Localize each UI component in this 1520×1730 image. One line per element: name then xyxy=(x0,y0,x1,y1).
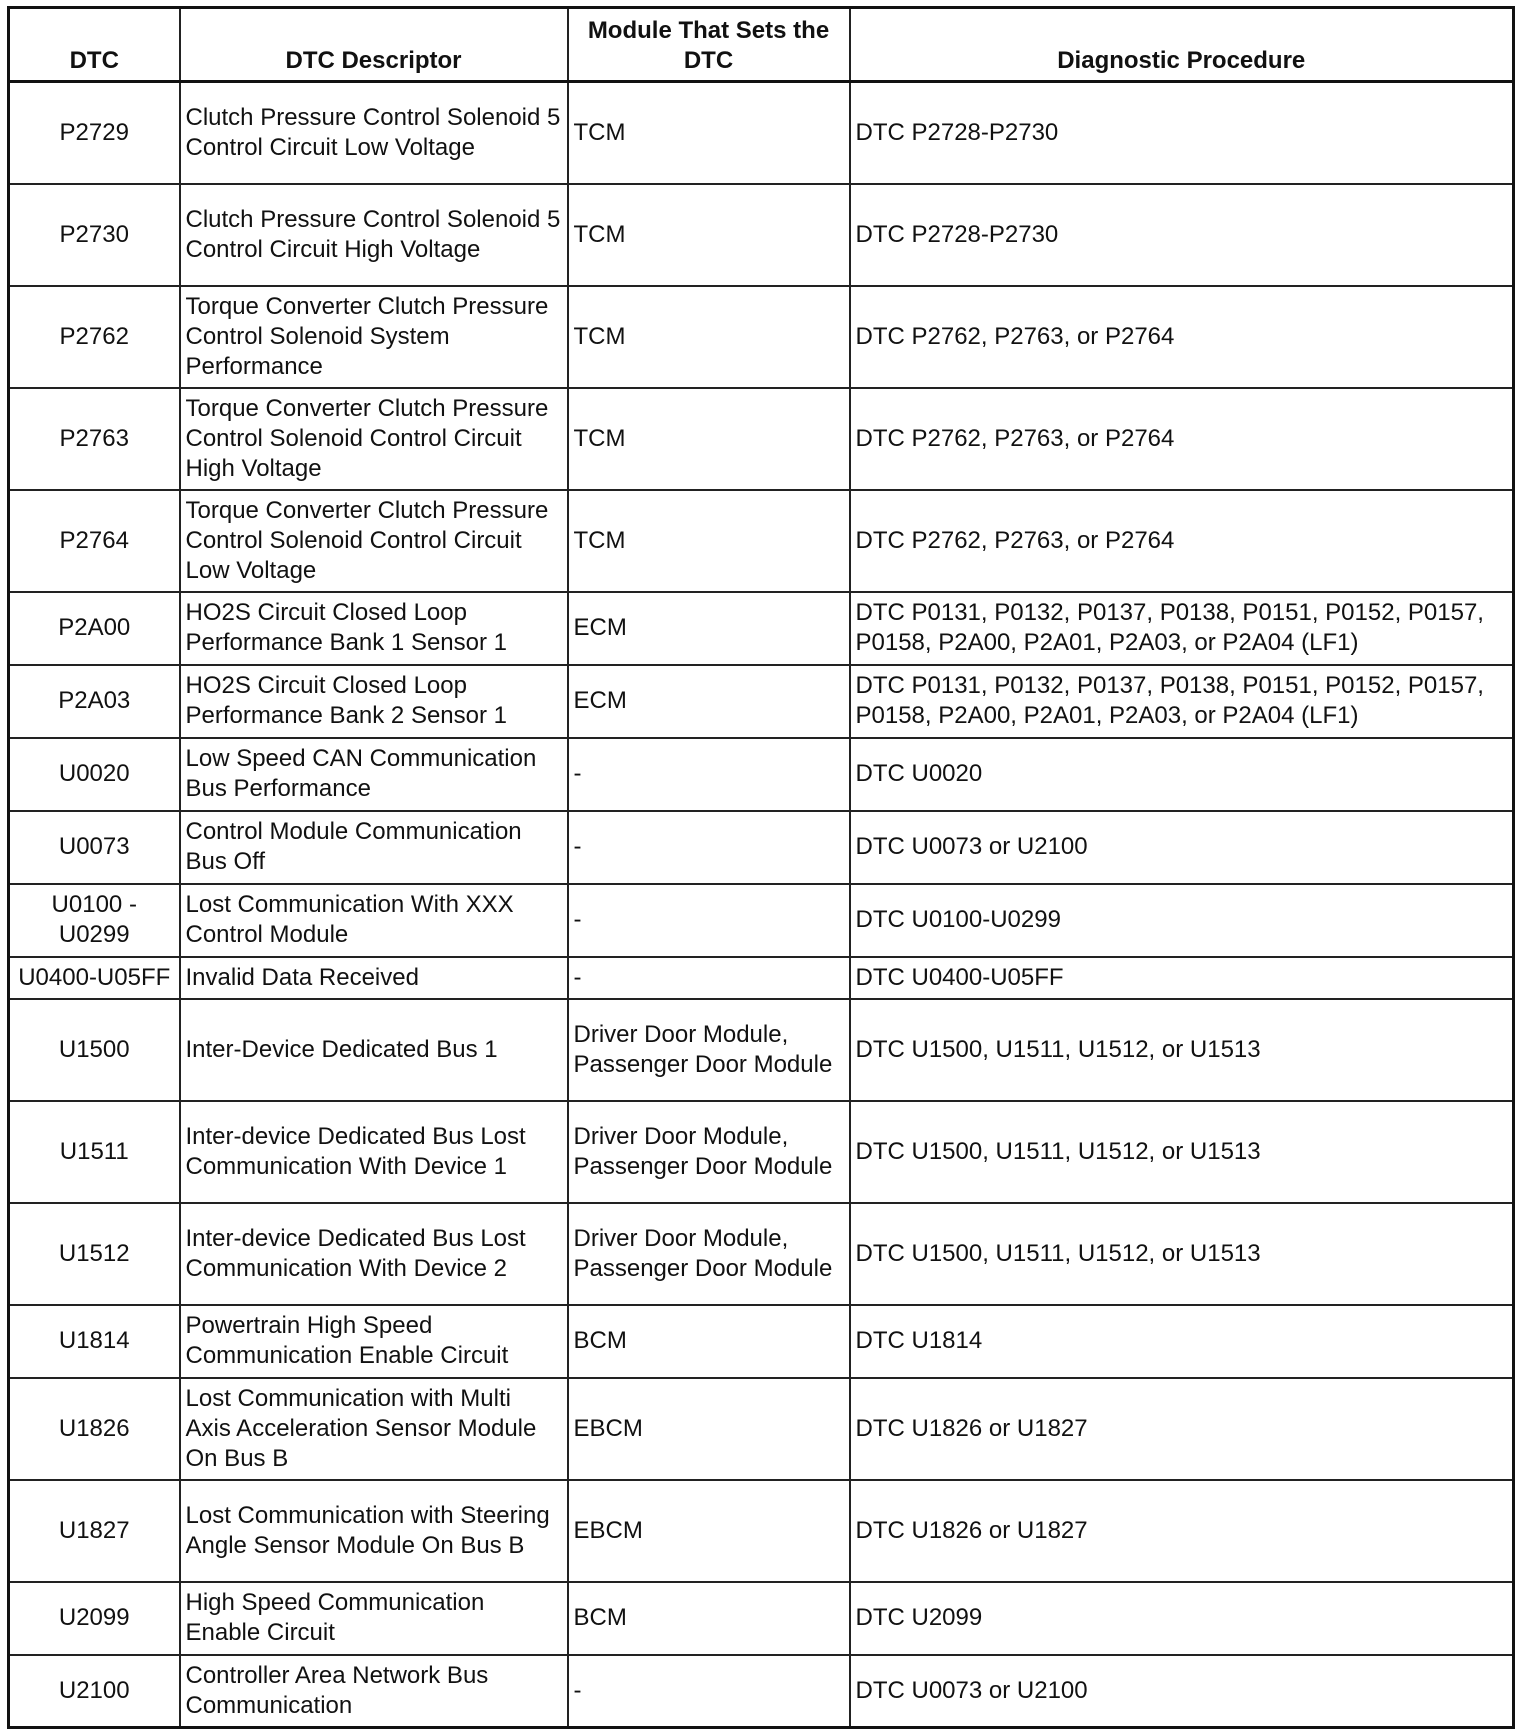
table-row xyxy=(9,184,1514,286)
dtc-module: TCM xyxy=(568,388,850,490)
dtc-procedure: DTC U1826 or U1827 xyxy=(850,1480,1514,1582)
dtc-procedure: DTC U1826 or U1827 xyxy=(850,1378,1514,1480)
dtc-module: Driver Door Module, Passenger Door Module xyxy=(568,999,850,1101)
dtc-descriptor: Powertrain High Speed Communication Enable Circuit xyxy=(180,1305,568,1378)
dtc-descriptor: Inter-Device Dedicated Bus 1 xyxy=(180,999,568,1101)
dtc-code: U1500 xyxy=(9,999,180,1101)
table-row xyxy=(9,999,1514,1101)
dtc-procedure: DTC U0100-U0299 xyxy=(850,884,1514,957)
dtc-descriptor: High Speed Communication Enable Circuit xyxy=(180,1582,568,1655)
dtc-code: P2A00 xyxy=(9,592,180,665)
table-row xyxy=(9,1378,1514,1480)
dtc-descriptor: Torque Converter Clutch Pressure Control Solenoid Control Circuit Low Voltage xyxy=(180,490,568,592)
dtc-module: - xyxy=(568,1655,850,1728)
dtc-procedure: DTC U0020 xyxy=(850,738,1514,811)
dtc-table xyxy=(7,6,1515,1729)
table-row xyxy=(9,738,1514,811)
dtc-descriptor: Control Module Communication Bus Off xyxy=(180,811,568,884)
dtc-module: ECM xyxy=(568,665,850,738)
dtc-procedure: DTC U1500, U1511, U1512, or U1513 xyxy=(850,999,1514,1101)
dtc-code: U1827 xyxy=(9,1480,180,1582)
table-row xyxy=(9,811,1514,884)
dtc-descriptor: HO2S Circuit Closed Loop Performance Bank 1 Sensor 1 xyxy=(180,592,568,665)
dtc-code: P2729 xyxy=(9,82,180,184)
table-row xyxy=(9,82,1514,184)
dtc-module: Driver Door Module, Passenger Door Module xyxy=(568,1101,850,1203)
dtc-module: Driver Door Module, Passenger Door Module xyxy=(568,1203,850,1305)
dtc-procedure: DTC P2728-P2730 xyxy=(850,82,1514,184)
table-row xyxy=(9,665,1514,738)
dtc-code: U1814 xyxy=(9,1305,180,1378)
header-diagnostic-procedure: Diagnostic Procedure xyxy=(850,8,1514,82)
dtc-descriptor: Torque Converter Clutch Pressure Control Solenoid Control Circuit High Voltage xyxy=(180,388,568,490)
table-row xyxy=(9,490,1514,592)
dtc-descriptor: Low Speed CAN Communication Bus Performance xyxy=(180,738,568,811)
dtc-module: EBCM xyxy=(568,1378,850,1480)
dtc-module: - xyxy=(568,957,850,999)
dtc-module: - xyxy=(568,811,850,884)
dtc-procedure: DTC U0073 or U2100 xyxy=(850,811,1514,884)
table-row xyxy=(9,1655,1514,1728)
dtc-descriptor: Invalid Data Received xyxy=(180,957,568,999)
dtc-procedure: DTC P2762, P2763, or P2764 xyxy=(850,490,1514,592)
table-row xyxy=(9,388,1514,490)
dtc-module: TCM xyxy=(568,184,850,286)
dtc-descriptor: Clutch Pressure Control Solenoid 5 Control Circuit Low Voltage xyxy=(180,82,568,184)
dtc-procedure: DTC P0131, P0132, P0137, P0138, P0151, P0152, P0157, P0158, P2A00, P2A01, P2A03, or P2A04 (LF1) xyxy=(850,592,1514,665)
dtc-module: - xyxy=(568,738,850,811)
header-dtc: DTC xyxy=(9,8,180,82)
dtc-procedure: DTC U1814 xyxy=(850,1305,1514,1378)
dtc-descriptor: Inter-device Dedicated Bus Lost Communication With Device 2 xyxy=(180,1203,568,1305)
table-header-row xyxy=(9,8,1514,82)
dtc-code: U1826 xyxy=(9,1378,180,1480)
dtc-descriptor: HO2S Circuit Closed Loop Performance Bank 2 Sensor 1 xyxy=(180,665,568,738)
dtc-descriptor: Controller Area Network Bus Communication xyxy=(180,1655,568,1728)
dtc-module: - xyxy=(568,884,850,957)
dtc-code: U0073 xyxy=(9,811,180,884)
dtc-code: P2763 xyxy=(9,388,180,490)
header-dtc-descriptor: DTC Descriptor xyxy=(180,8,568,82)
table-row xyxy=(9,957,1514,999)
dtc-module: TCM xyxy=(568,82,850,184)
dtc-code: P2764 xyxy=(9,490,180,592)
dtc-code: U1511 xyxy=(9,1101,180,1203)
table-row xyxy=(9,884,1514,957)
dtc-procedure: DTC P0131, P0132, P0137, P0138, P0151, P0152, P0157, P0158, P2A00, P2A01, P2A03, or P2A04 (LF1) xyxy=(850,665,1514,738)
table-row xyxy=(9,1582,1514,1655)
dtc-code: U2099 xyxy=(9,1582,180,1655)
dtc-procedure: DTC U0073 or U2100 xyxy=(850,1655,1514,1728)
dtc-code: P2762 xyxy=(9,286,180,388)
dtc-code: U0400-U05FF xyxy=(9,957,180,999)
dtc-module: BCM xyxy=(568,1305,850,1378)
dtc-procedure: DTC U1500, U1511, U1512, or U1513 xyxy=(850,1101,1514,1203)
dtc-module: EBCM xyxy=(568,1480,850,1582)
dtc-code: U2100 xyxy=(9,1655,180,1728)
dtc-module: TCM xyxy=(568,490,850,592)
table-row xyxy=(9,1203,1514,1305)
dtc-procedure: DTC P2762, P2763, or P2764 xyxy=(850,388,1514,490)
table-row xyxy=(9,286,1514,388)
header-module: Module That Sets the DTC xyxy=(568,8,850,82)
dtc-module: TCM xyxy=(568,286,850,388)
dtc-procedure: DTC P2762, P2763, or P2764 xyxy=(850,286,1514,388)
dtc-module: ECM xyxy=(568,592,850,665)
dtc-table-container xyxy=(7,6,1512,1729)
dtc-procedure: DTC U1500, U1511, U1512, or U1513 xyxy=(850,1203,1514,1305)
dtc-code: U0020 xyxy=(9,738,180,811)
table-row xyxy=(9,1305,1514,1378)
dtc-descriptor: Lost Communication With XXX Control Module xyxy=(180,884,568,957)
dtc-descriptor: Inter-device Dedicated Bus Lost Communication With Device 1 xyxy=(180,1101,568,1203)
dtc-code: U0100 - U0299 xyxy=(9,884,180,957)
dtc-descriptor: Clutch Pressure Control Solenoid 5 Control Circuit High Voltage xyxy=(180,184,568,286)
dtc-code: P2A03 xyxy=(9,665,180,738)
table-row xyxy=(9,1480,1514,1582)
dtc-module: BCM xyxy=(568,1582,850,1655)
table-row xyxy=(9,1101,1514,1203)
dtc-descriptor: Lost Communication with Multi Axis Acceleration Sensor Module On Bus B xyxy=(180,1378,568,1480)
dtc-descriptor: Lost Communication with Steering Angle Sensor Module On Bus B xyxy=(180,1480,568,1582)
table-row xyxy=(9,592,1514,665)
dtc-procedure: DTC U2099 xyxy=(850,1582,1514,1655)
dtc-code: U1512 xyxy=(9,1203,180,1305)
dtc-procedure: DTC U0400-U05FF xyxy=(850,957,1514,999)
dtc-code: P2730 xyxy=(9,184,180,286)
dtc-procedure: DTC P2728-P2730 xyxy=(850,184,1514,286)
dtc-descriptor: Torque Converter Clutch Pressure Control Solenoid System Performance xyxy=(180,286,568,388)
